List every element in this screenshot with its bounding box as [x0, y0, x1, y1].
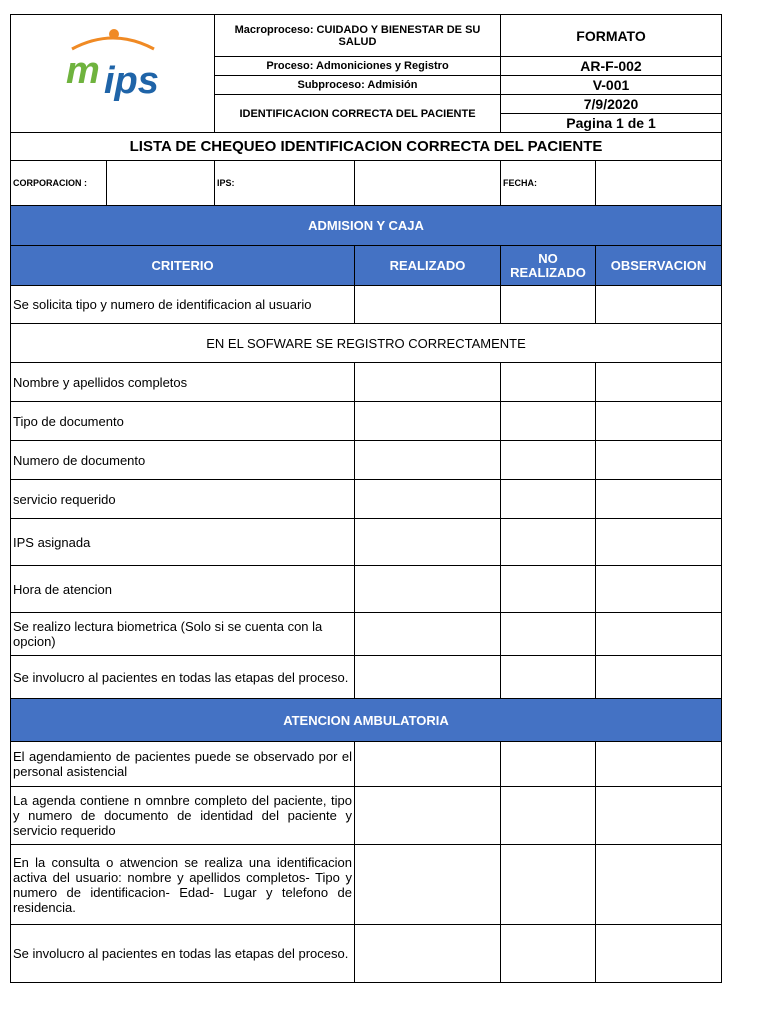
criterion-text: En la consulta o atwencion se realiza una identificacion activa del usuario: nombre y apellidos completos- Tipo y numero de identificacion- Edad- Lugar y telefono de residencia.: [11, 845, 355, 925]
observacion-cell[interactable]: [596, 402, 722, 441]
page-number: Pagina 1 de 1: [501, 114, 722, 133]
software-subtitle: EN EL SOFWARE SE REGISTRO CORRECTAMENTE: [11, 324, 722, 363]
realizado-cell[interactable]: [355, 286, 501, 324]
no-realizado-cell[interactable]: [501, 566, 596, 613]
no-realizado-cell[interactable]: [501, 613, 596, 656]
column-criterio: CRITERIO: [11, 246, 355, 286]
realizado-cell[interactable]: [355, 787, 501, 845]
checklist-form: [10, 14, 721, 983]
formato-label: FORMATO: [501, 15, 722, 57]
realizado-cell[interactable]: [355, 441, 501, 480]
table-row: [11, 845, 722, 925]
criterion-text: IPS asignada: [11, 519, 355, 566]
criterion-text: Tipo de documento: [11, 402, 355, 441]
realizado-cell[interactable]: [355, 925, 501, 983]
observacion-cell[interactable]: [596, 656, 722, 699]
no-realizado-cell[interactable]: [501, 845, 596, 925]
no-realizado-cell[interactable]: [501, 441, 596, 480]
format-date: 7/9/2020: [501, 95, 722, 114]
subproceso-label: Subproceso: Admisión: [215, 76, 501, 95]
criterion-text: servicio requerido: [11, 480, 355, 519]
company-logo: [11, 15, 215, 133]
no-realizado-cell[interactable]: [501, 363, 596, 402]
table-row: [11, 519, 722, 566]
table-row: [11, 441, 722, 480]
criterion-text: Nombre y apellidos completos: [11, 363, 355, 402]
section-admision-header: ADMISION Y CAJA: [11, 206, 722, 246]
format-version: V-001: [501, 76, 722, 95]
criterion-text: Numero de documento: [11, 441, 355, 480]
realizado-cell[interactable]: [355, 402, 501, 441]
no-realizado-cell[interactable]: [501, 656, 596, 699]
no-realizado-cell[interactable]: [501, 402, 596, 441]
observacion-cell[interactable]: [596, 742, 722, 787]
table-row: [11, 480, 722, 519]
observacion-cell[interactable]: [596, 613, 722, 656]
criterion-text: Se solicita tipo y numero de identificacion al usuario: [11, 286, 355, 324]
proceso-label: Proceso: Admoniciones y Registro: [215, 57, 501, 76]
criterion-text: Hora de atencion: [11, 566, 355, 613]
svg-text:m: m: [65, 50, 100, 92]
no-realizado-cell[interactable]: [501, 519, 596, 566]
no-realizado-cell[interactable]: [501, 480, 596, 519]
corporacion-label: CORPORACION :: [11, 161, 107, 206]
fecha-field[interactable]: [596, 161, 722, 206]
table-row: [11, 656, 722, 699]
observacion-cell[interactable]: [596, 286, 722, 324]
no-realizado-cell[interactable]: [501, 286, 596, 324]
format-code: AR-F-002: [501, 57, 722, 76]
no-realizado-cell[interactable]: [501, 787, 596, 845]
fecha-label: FECHA:: [501, 161, 596, 206]
realizado-cell[interactable]: [355, 519, 501, 566]
observacion-cell[interactable]: [596, 363, 722, 402]
realizado-cell[interactable]: [355, 363, 501, 402]
table-row: [11, 925, 722, 983]
observacion-cell[interactable]: [596, 845, 722, 925]
observacion-cell[interactable]: [596, 787, 722, 845]
criterion-text: El agendamiento de pacientes puede se observado por el personal asistencial: [11, 742, 355, 787]
observacion-cell[interactable]: [596, 519, 722, 566]
realizado-cell[interactable]: [355, 613, 501, 656]
corporacion-field[interactable]: [107, 161, 215, 206]
svg-text:ips: ips: [103, 60, 159, 102]
page-title: LISTA DE CHEQUEO IDENTIFICACION CORRECTA DEL PACIENTE: [11, 133, 722, 161]
section-ambulatoria-header: ATENCION AMBULATORIA: [11, 699, 722, 742]
ips-label: IPS:: [215, 161, 355, 206]
macroproceso-label: Macroproceso: CUIDADO Y BIENESTAR DE SU SALUD: [215, 15, 501, 57]
no-realizado-cell[interactable]: [501, 925, 596, 983]
table-row: [11, 363, 722, 402]
document-subject: IDENTIFICACION CORRECTA DEL PACIENTE: [215, 95, 501, 133]
observacion-cell[interactable]: [596, 480, 722, 519]
table-row: [11, 402, 722, 441]
observacion-cell[interactable]: [596, 566, 722, 613]
criterion-text: Se involucro al pacientes en todas las etapas del proceso.: [11, 925, 355, 983]
criterion-text: Se involucro al pacientes en todas las etapas del proceso.: [11, 656, 355, 699]
criterion-text: La agenda contiene n omnbre completo del paciente, tipo y numero de documento de identidad del paciente y servicio requerido: [11, 787, 355, 845]
form-table: [10, 14, 722, 983]
ips-field[interactable]: [355, 161, 501, 206]
realizado-cell[interactable]: [355, 742, 501, 787]
mips-logo-icon: [58, 27, 168, 117]
realizado-cell[interactable]: [355, 480, 501, 519]
no-realizado-cell[interactable]: [501, 742, 596, 787]
realizado-cell[interactable]: [355, 656, 501, 699]
criterion-text: Se realizo lectura biometrica (Solo si se cuenta con la opcion): [11, 613, 355, 656]
column-realizado: REALIZADO: [355, 246, 501, 286]
table-row: [11, 742, 722, 787]
table-row: [11, 286, 722, 324]
column-observacion: OBSERVACION: [596, 246, 722, 286]
table-row: [11, 787, 722, 845]
realizado-cell[interactable]: [355, 845, 501, 925]
column-no-realizado: NO REALIZADO: [501, 246, 596, 286]
realizado-cell[interactable]: [355, 566, 501, 613]
observacion-cell[interactable]: [596, 925, 722, 983]
table-row: [11, 613, 722, 656]
table-row: [11, 566, 722, 613]
observacion-cell[interactable]: [596, 441, 722, 480]
